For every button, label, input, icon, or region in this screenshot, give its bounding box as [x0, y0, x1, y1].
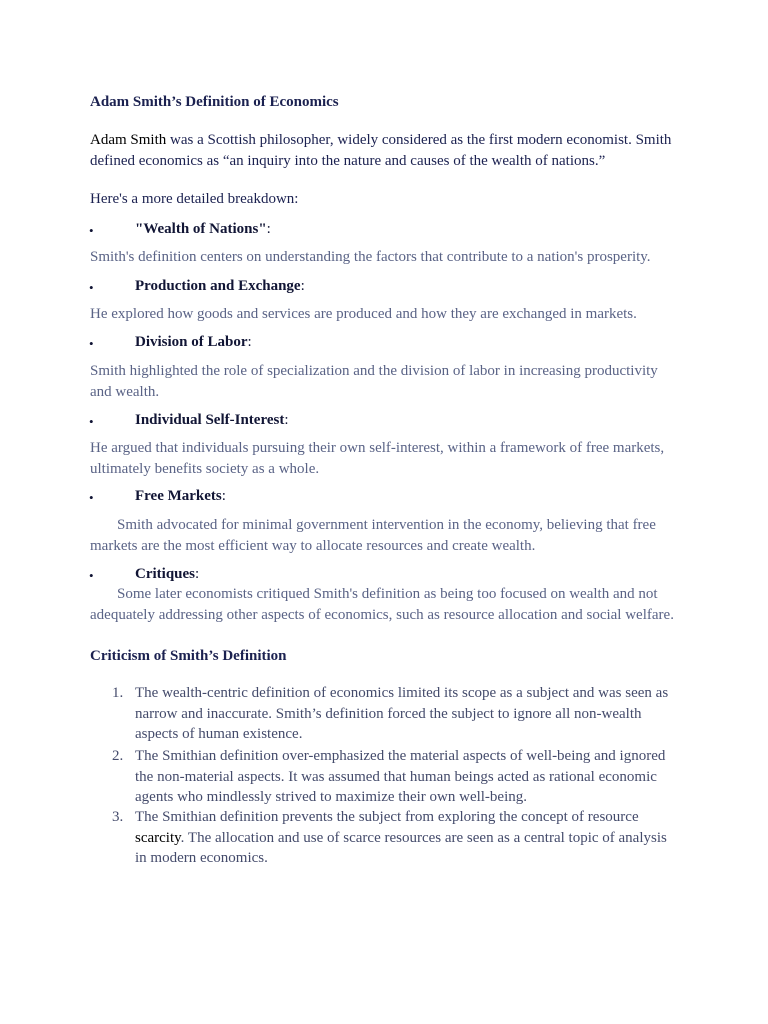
bullet-text: Smith's definition centers on understanding the factors that contribute to a nation's prosperity. — [90, 249, 651, 265]
bullet-label: Individual Self-Interest — [135, 412, 285, 428]
intro-name: Adam Smith — [90, 132, 167, 148]
bullet-label: Division of Labor — [135, 334, 248, 350]
bullet-dot-icon: • — [89, 280, 94, 295]
bullet-text: Smith advocated for minimal government intervention in the economy, believing that free markets are the most efficient way to allocate resources and create wealth. — [90, 517, 656, 554]
bullet-text: Some later economists critiqued Smith's definition as being too focused on wealth and not adequately addressing other aspects of economics, such as resource allocation and social welfare. — [90, 586, 674, 623]
bullet-punct: : — [221, 488, 226, 504]
list-text: The Smithian definition over-emphasized the material aspects of well-being and ignored the non-material aspects. It was assumed that human beings acted as rational economic agents who mindlessly strived to maximize their own well-being. — [135, 748, 666, 805]
bullet-text: He explored how goods and services are produced and how they are exchanged in markets. — [90, 306, 637, 322]
list-text-post: . The allocation and use of scarce resources are seen as a central topic of analysis in modern economics. — [135, 829, 667, 866]
bullet-dot-icon: • — [89, 490, 94, 505]
breakdown-label: Here's a more detailed breakdown: — [90, 191, 299, 207]
bullet-dot-icon: • — [89, 336, 94, 351]
bullet-text: Smith highlighted the role of specialization and the division of labor in increasing productivity and wealth. — [90, 363, 658, 400]
bullet-label: Free Markets — [135, 488, 222, 504]
bullet-punct: : — [266, 221, 271, 237]
list-number: 2. — [112, 748, 124, 764]
bullet-label: "Wealth of Nations" — [135, 221, 267, 237]
list-text — [135, 807, 680, 869]
bullet-dot-icon: • — [89, 414, 94, 429]
bullet-label: Production and Exchange — [135, 278, 301, 294]
bullet-dot-icon: • — [89, 568, 94, 583]
bullet-text: He argued that individuals pursuing their own self-interest, within a framework of free markets, ultimately benefits society as a whole. — [90, 440, 665, 477]
list-number: 1. — [112, 685, 124, 701]
bullet-label: Critiques — [135, 566, 195, 582]
bullet-punct: : — [195, 566, 200, 582]
bullet-dot-icon: • — [89, 223, 94, 238]
bullet-punct: : — [300, 278, 305, 294]
bullet-punct: : — [247, 334, 252, 350]
page-title: Adam Smith’s Definition of Economics — [90, 94, 339, 110]
list-text: The wealth-centric definition of economics limited its scope as a subject and was seen as narrow and inaccurate. Smith’s definition forced the subject to ignore all non-wealth aspects of human existence. — [135, 685, 669, 742]
list-number: 3. — [112, 809, 124, 825]
bullet-punct: : — [284, 412, 289, 428]
scarcity-link[interactable]: scarcity — [135, 829, 181, 846]
list-text-pre: The Smithian definition prevents the subject from exploring the concept of resource — [135, 809, 639, 825]
intro-text: was a Scottish philosopher, widely considered as the first modern economist. Smith defined economics as “an inquiry into the nature and causes of the wealth of nations.” — [90, 132, 672, 169]
criticism-heading: Criticism of Smith’s Definition — [90, 648, 287, 664]
intro-paragraph — [90, 130, 680, 171]
